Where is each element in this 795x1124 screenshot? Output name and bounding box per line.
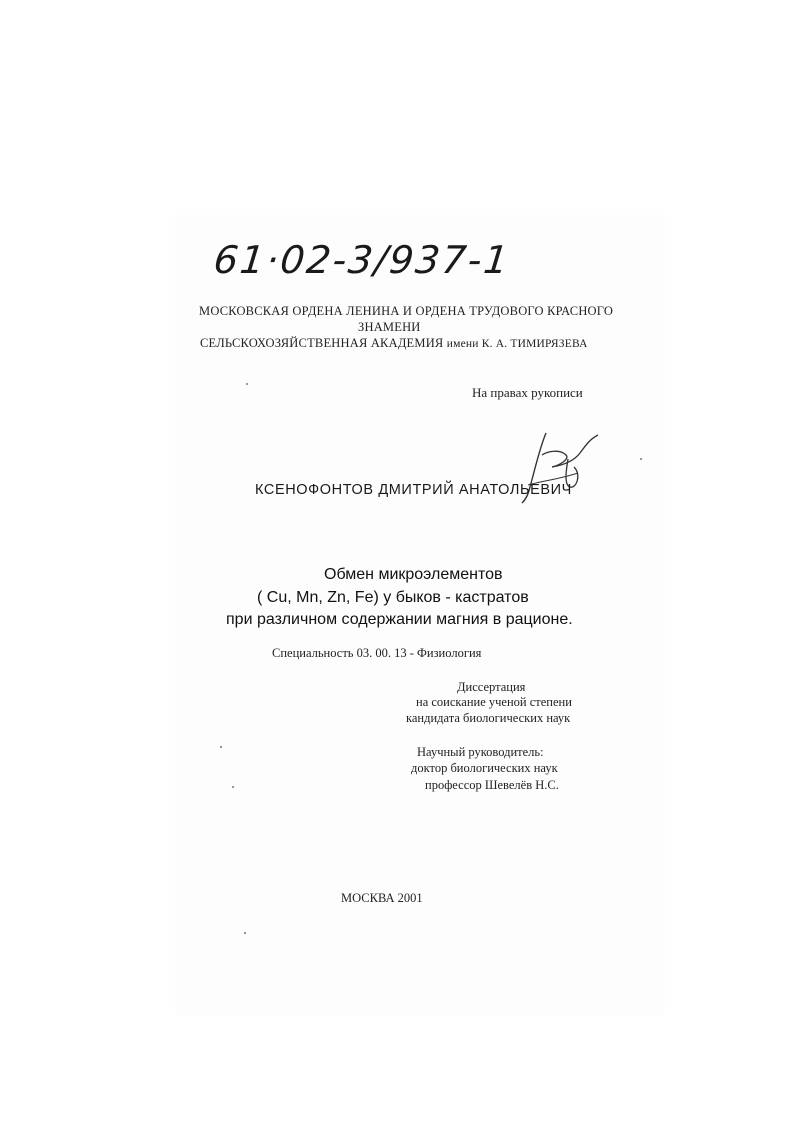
author-name: КСЕНОФОНТОВ ДМИТРИЙ АНАТОЛЬЕВИЧ xyxy=(255,482,572,498)
scan-speck xyxy=(246,383,248,385)
supervisor-name: профессор Шевелёв Н.С. xyxy=(425,778,559,792)
dissertation-line-3: кандидата биологических наук xyxy=(406,711,571,725)
supervisor-degree: доктор биологических наук xyxy=(411,761,558,775)
institution-named-after: имени К. А. ТИМИРЯЗЕВА xyxy=(446,338,588,350)
title-line-3: при различном содержании магния в рационе. xyxy=(226,611,573,628)
supervisor-heading: Научный руководитель: xyxy=(417,745,544,759)
institution-line-1: МОСКОВСКАЯ ОРДЕНА ЛЕНИНА И ОРДЕНА ТРУДОВОГО КРАСНОГО xyxy=(199,304,614,318)
institution-academy: СЕЛЬСКОХОЗЯЙСТВЕННАЯ АКАДЕМИЯ xyxy=(200,336,444,350)
handwritten-catalog-code: 61·02-3/937-1 xyxy=(211,238,513,282)
scan-speck xyxy=(244,932,246,934)
title-line-2: ( Cu, Mn, Zn, Fe) у быков - кастратов xyxy=(257,589,529,606)
scan-speck xyxy=(220,746,222,748)
institution-line-3 xyxy=(200,336,588,351)
scan-speck xyxy=(232,786,234,788)
scan-speck xyxy=(640,458,642,460)
handwritten-signature xyxy=(508,425,608,520)
dissertation-line-2: на соискание ученой степени xyxy=(416,695,572,709)
institution-line-2: ЗНАМЕНИ xyxy=(358,320,421,334)
title-line-1: Обмен микроэлементов xyxy=(324,566,503,583)
city-year: МОСКВА 2001 xyxy=(341,891,423,905)
rights-note: На правах рукописи xyxy=(472,385,583,400)
dissertation-line-1: Диссертация xyxy=(457,680,526,694)
specialty: Специальность 03. 00. 13 - Физиология xyxy=(272,646,482,660)
